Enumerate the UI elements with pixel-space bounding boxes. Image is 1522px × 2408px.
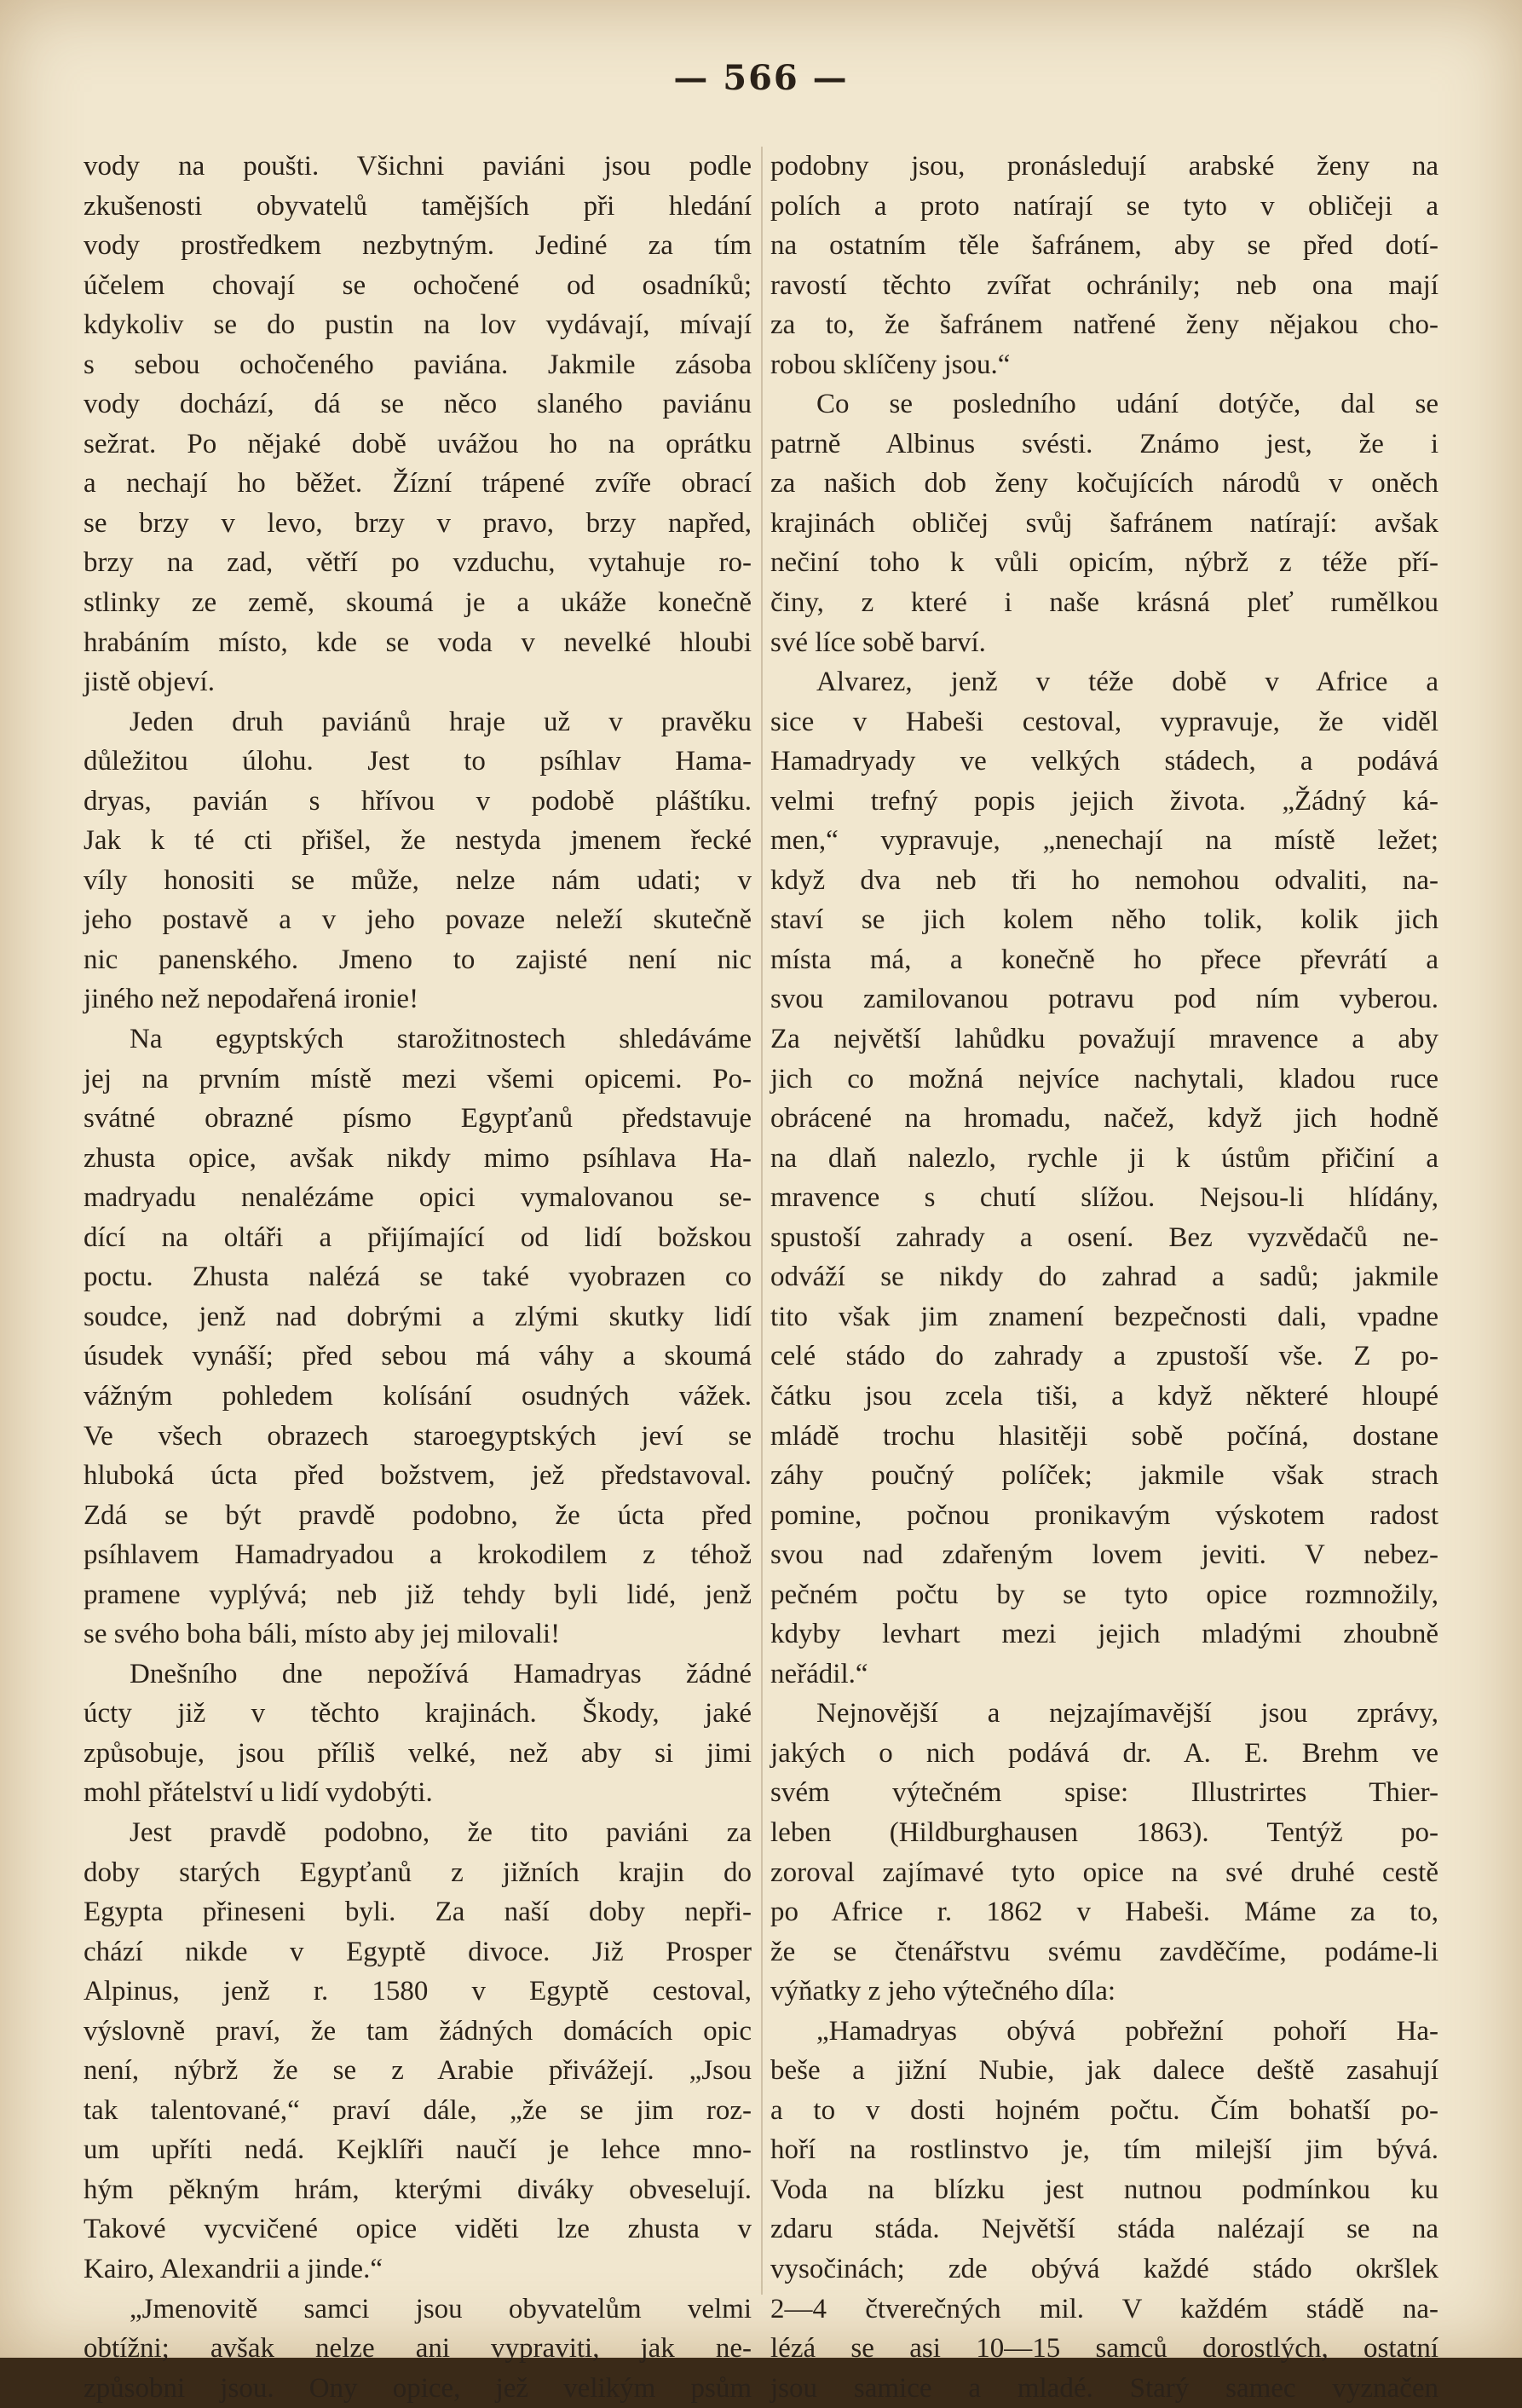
text-line: se brzy v levo, brzy v pravo, brzy napřed, (84, 507, 752, 539)
text-line: na ostatním těle šafránem, aby se před dotí- (770, 230, 1438, 262)
text-line: Co se posledního udání dotýče, dal se (816, 389, 1438, 420)
text-line: Zdá se být pravdě podobno, že úcta před (84, 1499, 752, 1531)
text-line: brzy na zad, větří po vzduchu, vytahuje ro- (84, 547, 752, 579)
text-line: spustoší zahrady a osení. Bez vyzvědačů ne- (770, 1221, 1438, 1253)
text-line: staví se jich kolem něho tolik, kolik jich (770, 904, 1438, 936)
text-line: na dlaň nalezlo, rychle ji k ústům přičiní a (770, 1142, 1438, 1174)
text-line: jakých o nich podává dr. A. E. Brehm ve (770, 1737, 1438, 1769)
text-line: Dnešního dne nepožívá Hamadryas žádné (130, 1658, 752, 1689)
text-line: vody dochází, dá se něco slaného paviánu (84, 389, 752, 420)
text-line: Alvarez, jenž v téže době v Africe a (816, 667, 1438, 698)
text-line: s sebou ochočeného paviána. Jakmile zásoba (84, 349, 752, 380)
text-line: není, nýbrž že se z Arabie přivážejí. „Jsou (84, 2055, 752, 2087)
text-line: Hamadryady ve velkých stádech, a podává (770, 746, 1438, 777)
text-line: a to v dosti hojném počtu. Čím bohatší po- (770, 2094, 1438, 2126)
text-line: dící na oltáři a přijímající od lidí božskou (84, 1221, 752, 1253)
text-line: hluboká úcta před božstvem, jež představoval. (84, 1460, 752, 1492)
text-line: kdyby levhart mezi jejich mladými zhoubně (770, 1619, 1438, 1650)
text-line: místa má, a konečně ho přece převrátí a (770, 944, 1438, 975)
text-line: obtížni; avšak nelze ani vypraviti, jak ne- (84, 2333, 752, 2365)
text-line: zkušenosti obyvatelů tamějších při hledání (84, 190, 752, 222)
text-line: když dva neb tři ho nemohou odvaliti, na- (770, 864, 1438, 896)
text-line: jeho postavě a v jeho povaze neleží skutečně (84, 904, 752, 936)
text-line: pečném počtu by se tyto opice rozmnožily, (770, 1579, 1438, 1610)
text-line: jsou samice a mladé. Starý samec vyznačen (770, 2372, 1438, 2404)
text-line: po Africe r. 1862 v Habeši. Máme za to, (770, 1897, 1438, 1928)
text-line: poctu. Zhusta nalézá se také vyobrazen co (84, 1262, 752, 1293)
text-line: svou nad zdařeným lovem jeviti. V nebez- (770, 1539, 1438, 1571)
text-line: um upříti nedá. Kejklíři naučí je lehce mno- (84, 2134, 752, 2166)
text-line: Jak k té cti přišel, že nestyda jmenem řecké (84, 825, 752, 857)
text-line: stlinky ze země, skoumá je a ukáže konečně (84, 587, 752, 619)
text-line: za našich dob ženy kočujících národů v oněch (770, 468, 1438, 500)
text-line: obrácené na hromadu, načež, když jich hodně (770, 1103, 1438, 1135)
text-line: zoroval zajímavé tyto opice na své druhé cestě (770, 1857, 1438, 1888)
text-line: 2—4 čtverečných mil. V každém stádě na- (770, 2293, 1438, 2324)
text-line: tak talentované,“ praví dále, „že se jim roz- (84, 2094, 752, 2126)
text-line: chází nikde v Egyptě divoce. Již Prosper (84, 1936, 752, 1967)
text-line: Za největší lahůdku považují mravence a aby (770, 1024, 1438, 1055)
text-line: jiného než nepodařená ironie! (84, 984, 419, 1015)
text-line: nečiní toho k vůli opicím, nýbrž z téže pří- (770, 547, 1438, 579)
text-line: beše a jižní Nubie, jak dalece deště zasahují (770, 2055, 1438, 2087)
text-line: robou sklíčeny jsou.“ (770, 349, 1011, 380)
text-line: lézá se asi 10—15 samců dorostlých, ostatní (770, 2333, 1438, 2365)
text-line: jich co možná nejvíce nachytali, kladou ruce (770, 1063, 1438, 1094)
text-line: hrabáním místo, kde se voda v nevelké hloubi (84, 627, 752, 658)
text-line: Jeden druh paviánů hraje už v pravěku (130, 706, 752, 737)
text-line: způsobuje, jsou příliš velké, než aby si jimi (84, 1737, 752, 1769)
text-line: Voda na blízku jest nutnou podmínkou ku (770, 2174, 1438, 2205)
text-line: že se čtenářstvu svému zavděčíme, podáme-li (770, 1936, 1438, 1967)
left-column (84, 147, 752, 2404)
right-column (770, 147, 1438, 2404)
text-line: ravostí těchto zvířat ochránily; neb ona mají (770, 269, 1438, 301)
text-line: hým pěkným hrám, kterými diváky obveselují. (84, 2174, 752, 2205)
text-line: záhy poučný políček; jakmile však strach (770, 1460, 1438, 1492)
text-line: vody na poušti. Všichni paviáni jsou podle (84, 151, 752, 182)
text-line: svém výtečném spise: Illustrirtes Thier- (770, 1777, 1438, 1809)
text-line: Nejnovější a nejzajímavější jsou zprávy, (816, 1698, 1438, 1729)
text-line: sice v Habeši cestoval, vypravuje, že viděl (770, 706, 1438, 737)
column-divider (761, 147, 763, 2295)
page-number: — 566 — (673, 58, 849, 98)
text-line: čátku jsou zcela tiši, a když některé hloupé (770, 1380, 1438, 1412)
text-line: víly honositi se může, nelze nám udati; v (84, 864, 752, 896)
text-line: podobny jsou, pronásledují arabské ženy na (770, 151, 1438, 182)
text-line: pomine, počnou pronikavým výskotem radost (770, 1499, 1438, 1531)
text-line: nic panenského. Jmeno to zajisté není nic (84, 944, 752, 975)
text-line: své líce sobě barví. (770, 627, 986, 658)
text-line: činy, z které i naše krásná pleť rumělkou (770, 587, 1438, 619)
text-line: se svého boha báli, místo aby jej milovali! (84, 1619, 561, 1650)
text-line: polích a proto natírají se tyto v obličeji a (770, 190, 1438, 222)
text-line: tito však jim znamení bezpečnosti dali, vpadne (770, 1301, 1438, 1332)
text-line: soudce, jenž nad dobrými a zlými skutky lidí (84, 1301, 752, 1332)
text-line: úsudek vynáší; před sebou má váhy a skoumá (84, 1341, 752, 1372)
text-line: způsobni jsou. Ony opice, jež velikým psům (84, 2372, 752, 2404)
text-line: svátné obrazné písmo Egypťanů představuje (84, 1103, 752, 1135)
text-line: men,“ vypravuje, „nenechají na místě ležet; (770, 825, 1438, 857)
text-line: madryadu nenalézáme opici vymalovanou se- (84, 1182, 752, 1214)
text-line: mravence s chutí slížou. Nejsou-li hlídány, (770, 1182, 1438, 1214)
text-line: Na egyptských starožitnostech shledáváme (130, 1024, 752, 1055)
text-line: neřádil.“ (770, 1658, 868, 1689)
text-line: za to, že šafránem natřené ženy nějakou cho- (770, 309, 1438, 341)
text-line: „Jmenovitě samci jsou obyvatelům velmi (130, 2293, 752, 2324)
text-line: „Hamadryas obývá pobřežní pohoří Ha- (816, 2015, 1438, 2047)
text-line: vody prostředkem nezbytným. Jediné za tím (84, 230, 752, 262)
text-line: psíhlavem Hamadryadou a krokodilem z téhož (84, 1539, 752, 1571)
text-line: hoří na rostlinstvo je, tím milejší jim bývá. (770, 2134, 1438, 2166)
text-line: zdaru stáda. Největší stáda nalézají se na (770, 2214, 1438, 2245)
text-line: velmi trefný popis jejich života. „Žádný ká- (770, 785, 1438, 817)
text-line: mohl přátelství u lidí vydobýti. (84, 1777, 433, 1809)
text-line: doby starých Egypťanů z jižních krajin do (84, 1857, 752, 1888)
text-line: Takové vycvičené opice viděti lze zhusta v (84, 2214, 752, 2245)
text-line: Jest pravdě podobno, že tito paviáni za (130, 1816, 752, 1848)
text-line: svou zamilovanou potravu pod ním vyberou. (770, 984, 1438, 1015)
text-line: úcty již v těchto krajinách. Škody, jaké (84, 1698, 752, 1729)
text-line: výňatky z jeho výtečného díla: (770, 1976, 1116, 2007)
text-line: pramene vyplývá; neb již tehdy byli lidé, jenž (84, 1579, 752, 1610)
text-line: Egypta přineseni byli. Za naší doby nepři- (84, 1897, 752, 1928)
text-line: důležitou úlohu. Jest to psíhlav Hama- (84, 746, 752, 777)
text-line: a nechají ho běžet. Žízní trápené zvíře obrací (84, 468, 752, 500)
text-line: Kairo, Alexandrii a jinde.“ (84, 2253, 383, 2284)
text-line: účelem chovají se ochočené od osadníků; (84, 269, 752, 301)
text-line: krajinách obličej svůj šafránem natírají: avšak (770, 507, 1438, 539)
text-line: výslovně praví, že tam žádných domácích opic (84, 2015, 752, 2047)
text-line: jej na prvním místě mezi všemi opicemi. Po- (84, 1063, 752, 1094)
text-line: dryas, pavián s hřívou v podobě pláštíku. (84, 785, 752, 817)
text-line: Ve všech obrazech staroegyptských jeví se (84, 1420, 752, 1452)
text-line: sežrat. Po nějaké době uvážou ho na oprátku (84, 428, 752, 459)
text-line: vysočinách; zde obývá každé stádo okršlek (770, 2253, 1438, 2284)
text-line: celé stádo do zahrady a zpustoší vše. Z po- (770, 1341, 1438, 1372)
text-line: patrně Albinus svésti. Známo jest, že i (770, 428, 1438, 459)
text-line: mládě trochu hlasitěji sobě počíná, dostane (770, 1420, 1438, 1452)
text-line: jistě objeví. (84, 667, 215, 698)
text-line: kdykoliv se do pustin na lov vydávají, mívají (84, 309, 752, 341)
text-line: zhusta opice, avšak nikdy mimo psíhlava Ha- (84, 1142, 752, 1174)
text-line: vážným pohledem kolísání osudných vážek. (84, 1380, 752, 1412)
text-line: leben (Hildburghausen 1863). Tentýž po- (770, 1816, 1438, 1848)
text-line: odváží se nikdy do zahrad a sadů; jakmile (770, 1262, 1438, 1293)
text-line: Alpinus, jenž r. 1580 v Egyptě cestoval, (84, 1976, 752, 2007)
